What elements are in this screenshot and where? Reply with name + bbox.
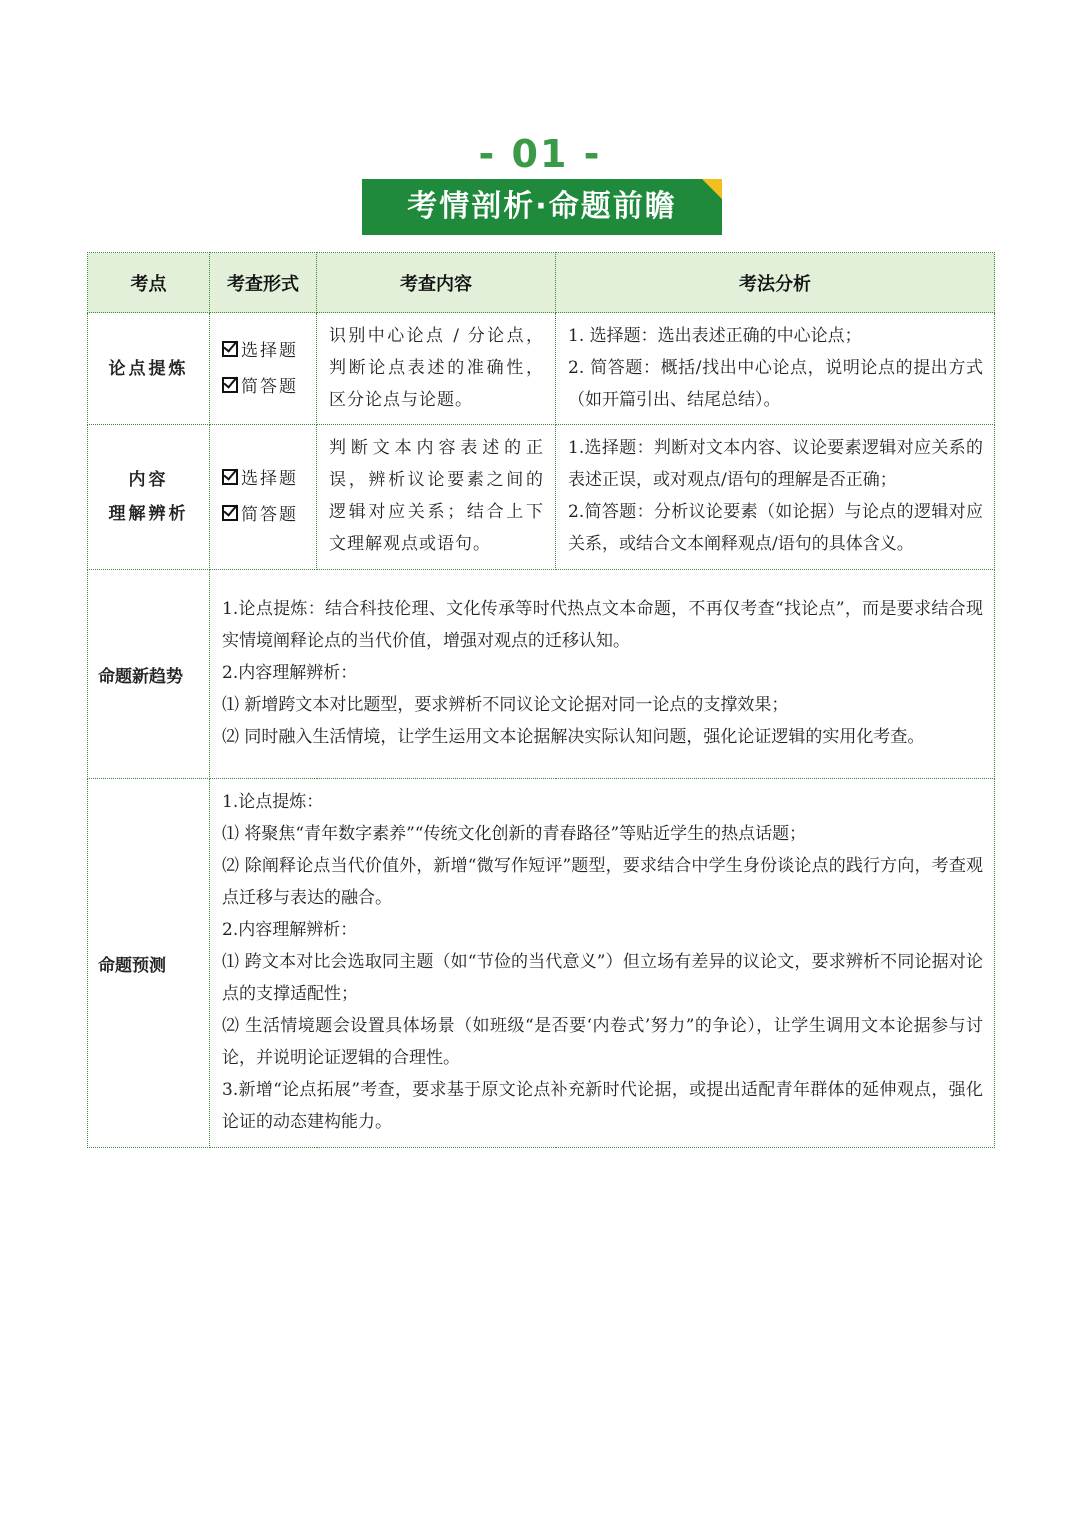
forecast-label: 命题预测 (88, 779, 210, 1148)
forecast-line: ⑵ 除阐释论点当代价值外，新增“微写作短评”题型，要求结合中学生身份谈论点的践行方向，考查观点迁移与表达的融合。 (222, 856, 983, 908)
form-option: 简答题 (222, 497, 315, 533)
forecast-line: 2.内容理解辨析： (222, 920, 358, 940)
trend-row (88, 570, 995, 779)
row-point (88, 425, 210, 570)
forecast-line: ⑵ 生活情境题会设置具体场景（如班级“是否要‘内卷式’努力”的争论），让学生调用文本论据参与讨论，并说明论证逻辑的合理性。 (222, 1016, 983, 1068)
row-point-line: 论点提炼 (108, 358, 189, 379)
form-option: 选择题 (222, 333, 315, 369)
table-row (88, 313, 995, 425)
checkbox-checked-icon (222, 377, 238, 393)
forecast-line: ⑴ 跨文本对比会选取同主题（如“节俭的当代意义”）但立场有差异的议论文，要求辨析不同论据对论点的支撑适配性； (222, 952, 983, 1004)
forecast-line: ⑴ 将聚焦“青年数字素养”“传统文化创新的青春路径”等贴近学生的热点话题； (222, 824, 807, 844)
analysis-line: 2.简答题：分析议论要素（如论据）与论点的逻辑对应关系，或结合文本阐释观点/语句的具体含义。 (568, 502, 983, 554)
analysis-line: 1.选择题：判断对文本内容、议论要素逻辑对应关系的表述正误，或对观点/语句的理解是否正确； (568, 438, 983, 490)
trend-label: 命题新趋势 (88, 570, 210, 779)
row-point-line: 理解辨析 (108, 504, 189, 524)
trend-line: ⑵ 同时融入生活情境，让学生运用文本论据解决实际认知问题，强化论证逻辑的实用化考查。 (222, 727, 925, 747)
analysis-line: 2. 简答题：概括/找出中心论点，说明论点的提出方式（如开篇引出、结尾总结）。 (568, 357, 983, 410)
section-banner (362, 179, 722, 235)
banner-corner-fold (702, 179, 722, 199)
forecast-content (210, 779, 995, 1148)
row-content: 识别中心论点 / 分论点，判断论点表述的准确性，区分论点与论题。 (317, 313, 556, 425)
trend-line: ⑴ 新增跨文本对比题型，要求辨析不同议论文论据对同一论点的支撑效果； (222, 695, 789, 715)
form-option: 简答题 (222, 369, 315, 405)
forecast-row (88, 779, 995, 1148)
row-analysis (556, 313, 995, 425)
checkbox-checked-icon (222, 341, 238, 357)
exam-analysis-table (87, 252, 995, 1148)
row-point (88, 313, 210, 425)
row-forms (210, 425, 317, 570)
header-content: 考查内容 (317, 253, 556, 313)
trend-line: 2.内容理解辨析： (222, 663, 358, 683)
section-number: - 01 - (478, 132, 602, 176)
table-header-row (88, 253, 995, 313)
analysis-line: 1. 选择题：选出表述正确的中心论点； (568, 325, 862, 346)
header-form: 考查形式 (210, 253, 317, 313)
header-point: 考点 (88, 253, 210, 313)
row-analysis (556, 425, 995, 570)
trend-content (210, 570, 995, 779)
form-option: 选择题 (222, 461, 315, 497)
checkbox-checked-icon (222, 469, 238, 485)
header-analysis: 考法分析 (556, 253, 995, 313)
forecast-line: 3.新增“论点拓展”考查，要求基于原文论点补充新时代论据，或提出适配青年群体的延伸观点，强化论证的动态建构能力。 (222, 1080, 983, 1132)
table-row (88, 425, 995, 570)
forecast-line: 1.论点提炼： (222, 792, 324, 812)
checkbox-checked-icon (222, 505, 238, 521)
row-forms (210, 313, 317, 425)
row-content: 判断文本内容表述的正误，辨析议论要素之间的逻辑对应关系；结合上下文理解观点或语句。 (317, 425, 556, 570)
row-point-line: 内容 (128, 470, 169, 490)
banner-title: 考情剖析·命题前瞻 (407, 189, 677, 224)
trend-line: 1.论点提炼：结合科技伦理、文化传承等时代热点文本命题，不再仅考查“找论点”，而是要求结合现实情境阐释论点的当代价值，增强对观点的迁移认知。 (222, 599, 983, 651)
